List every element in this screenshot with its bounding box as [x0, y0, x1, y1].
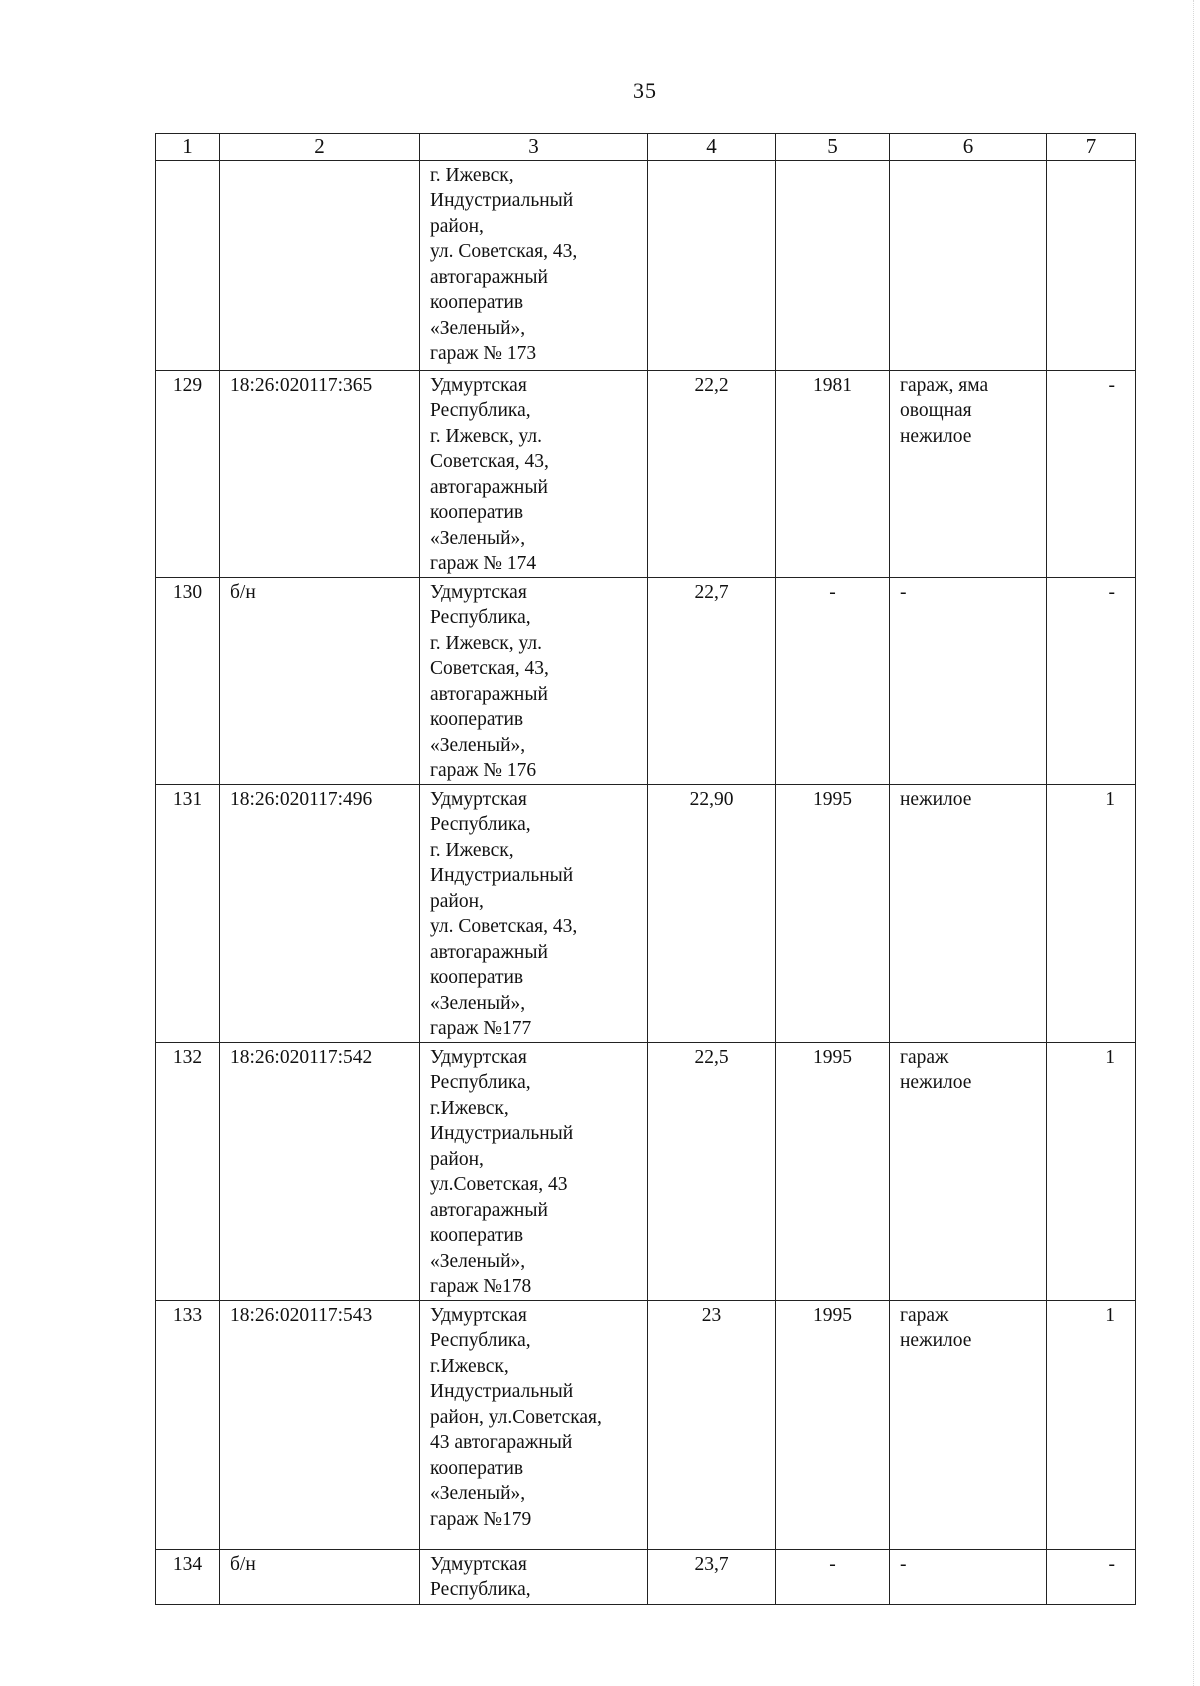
purpose: гараж нежилое — [890, 1042, 1047, 1300]
year: - — [776, 1549, 890, 1604]
area: 22,7 — [648, 577, 776, 784]
row-number: 132 — [156, 1042, 220, 1300]
column-7-value: - — [1047, 1549, 1136, 1604]
header-cell-7: 7 — [1047, 134, 1136, 161]
area — [648, 160, 776, 370]
cadastral-number: 18:26:020117:543 — [220, 1300, 420, 1549]
header-cell-6: 6 — [890, 134, 1047, 161]
header-cell-5: 5 — [776, 134, 890, 161]
cadastral-number: 18:26:020117:496 — [220, 784, 420, 1042]
row-number: 131 — [156, 784, 220, 1042]
area: 22,2 — [648, 370, 776, 577]
address: Удмуртская Республика, г. Ижевск, ул. Советская, 43, автогаражный кооператив «Зеленый», гараж № 174 — [420, 370, 648, 577]
header-cell-1: 1 — [156, 134, 220, 161]
year: 1995 — [776, 1042, 890, 1300]
area: 22,90 — [648, 784, 776, 1042]
address: Удмуртская Республика, г. Ижевск, ул. Советская, 43, автогаражный кооператив «Зеленый», гараж № 176 — [420, 577, 648, 784]
purpose: - — [890, 577, 1047, 784]
year: - — [776, 577, 890, 784]
header-cell-2: 2 — [220, 134, 420, 161]
cadastral-number: б/н — [220, 577, 420, 784]
row-number: 133 — [156, 1300, 220, 1549]
year: 1995 — [776, 784, 890, 1042]
area: 22,5 — [648, 1042, 776, 1300]
row-number: 130 — [156, 577, 220, 784]
cadastral-number: 18:26:020117:365 — [220, 370, 420, 577]
table-row — [156, 160, 1136, 370]
address: г. Ижевск, Индустриальный район, ул. Советская, 43, автогаражный кооператив «Зеленый», гараж № 173 — [420, 160, 648, 370]
purpose: гараж, яма овощная нежилое — [890, 370, 1047, 577]
table-header-row — [156, 134, 1136, 161]
year: 1995 — [776, 1300, 890, 1549]
cadastral-number — [220, 160, 420, 370]
address: Удмуртская Республика, г. Ижевск, Индустриальный район, ул. Советская, 43, автогаражный кооператив «Зеленый», гараж №177 — [420, 784, 648, 1042]
table-row — [156, 1300, 1136, 1549]
column-7-value: - — [1047, 577, 1136, 784]
header-cell-4: 4 — [648, 134, 776, 161]
page-number: 35 — [633, 78, 657, 103]
year — [776, 160, 890, 370]
table-row — [156, 370, 1136, 577]
column-7-value: 1 — [1047, 1042, 1136, 1300]
area: 23 — [648, 1300, 776, 1549]
header-cell-3: 3 — [420, 134, 648, 161]
area: 23,7 — [648, 1549, 776, 1604]
table-row — [156, 577, 1136, 784]
table-row — [156, 784, 1136, 1042]
purpose: гараж нежилое — [890, 1300, 1047, 1549]
column-7-value: - — [1047, 370, 1136, 577]
table-row — [156, 1549, 1136, 1604]
cadastral-number: 18:26:020117:542 — [220, 1042, 420, 1300]
address: Удмуртская Республика, г.Ижевск, Индустриальный район, ул.Советская, 43 автогаражный кооператив «Зеленый», гараж №179 — [420, 1300, 648, 1549]
purpose: нежилое — [890, 784, 1047, 1042]
row-number: 129 — [156, 370, 220, 577]
row-number: 134 — [156, 1549, 220, 1604]
address: Удмуртская Республика, — [420, 1549, 648, 1604]
purpose: - — [890, 1549, 1047, 1604]
table-row — [156, 1042, 1136, 1300]
column-7-value — [1047, 160, 1136, 370]
cadastral-number: б/н — [220, 1549, 420, 1604]
address: Удмуртская Республика, г.Ижевск, Индустриальный район, ул.Советская, 43 автогаражный кооператив «Зеленый», гараж №178 — [420, 1042, 648, 1300]
row-number — [156, 160, 220, 370]
purpose — [890, 160, 1047, 370]
column-7-value: 1 — [1047, 784, 1136, 1042]
property-registry-table — [155, 133, 1136, 1605]
column-7-value: 1 — [1047, 1300, 1136, 1549]
scan-margin-edge — [1192, 0, 1194, 1686]
year: 1981 — [776, 370, 890, 577]
